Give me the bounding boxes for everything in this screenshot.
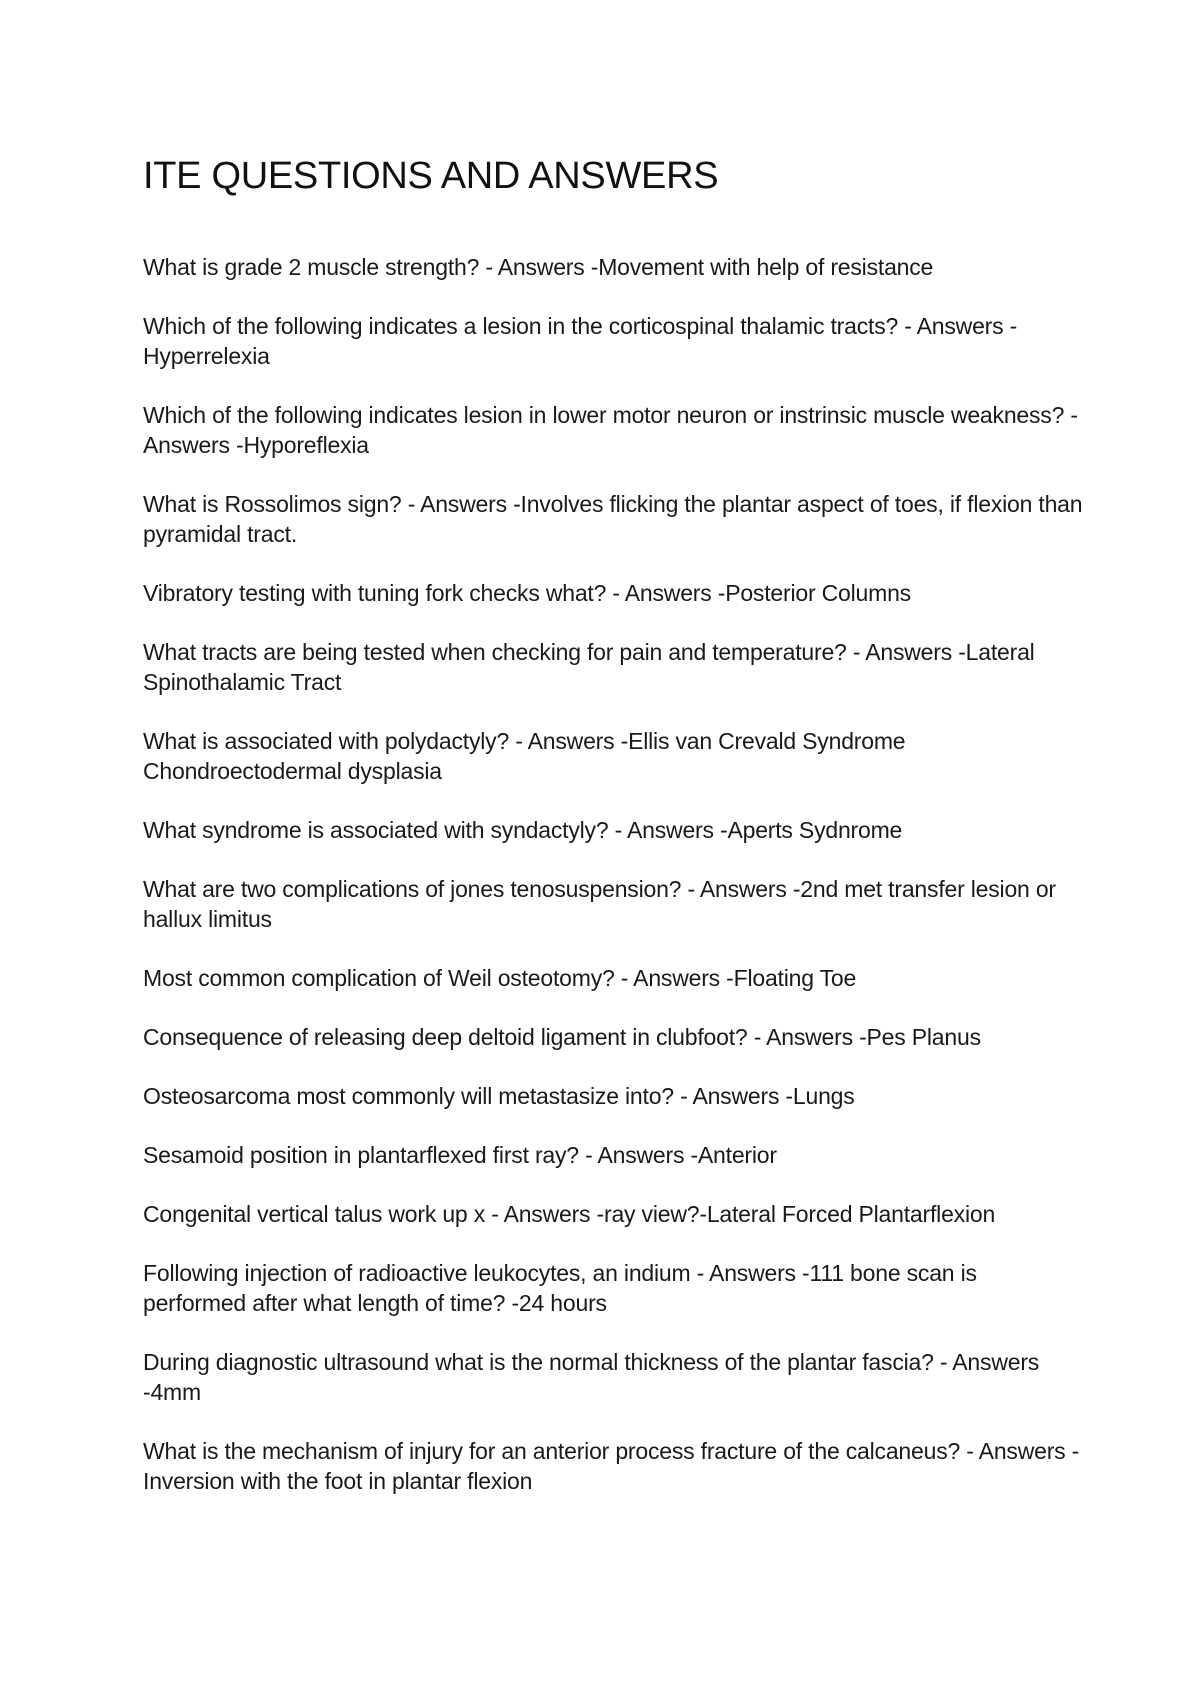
document-page bbox=[143, 152, 1083, 1525]
document-title: ITE QUESTIONS AND ANSWERS bbox=[143, 155, 719, 197]
qa-item: Sesamoid position in plantarflexed first ray? - Answers -Anterior bbox=[143, 1142, 777, 1168]
qa-item: What is grade 2 muscle strength? - Answers -Movement with help of resistance bbox=[143, 254, 934, 280]
qa-item: Most common complication of Weil osteotomy? - Answers -Floating Toe bbox=[143, 965, 857, 991]
qa-item: Osteosarcoma most commonly will metastasize into? - Answers -Lungs bbox=[143, 1083, 855, 1109]
qa-item: What syndrome is associated with syndactyly? - Answers -Aperts Sydnrome bbox=[143, 817, 903, 843]
qa-list bbox=[143, 252, 1083, 1496]
qa-item: Which of the following indicates lesion in lower motor neuron or instrinsic muscle weakness? - Answers -Hyporeflexia bbox=[143, 402, 1078, 458]
qa-item: Congenital vertical talus work up x - Answers -ray view?-Lateral Forced Plantarflexion bbox=[143, 1201, 996, 1227]
qa-item: What tracts are being tested when checking for pain and temperature? - Answers -Lateral Spinothalamic Tract bbox=[143, 639, 1035, 695]
qa-item: What is associated with polydactyly? - Answers -Ellis van Crevald Syndrome Chondroectodermal dysplasia bbox=[143, 728, 906, 784]
qa-item: What is Rossolimos sign? - Answers -Involves flicking the plantar aspect of toes, if flexion than pyramidal tract. bbox=[143, 491, 1083, 547]
qa-item: Following injection of radioactive leukocytes, an indium - Answers -111 bone scan is performed after what length of time? -24 hours bbox=[143, 1260, 977, 1316]
qa-item: What is the mechanism of injury for an anterior process fracture of the calcaneus? - Answers -Inversion with the foot in plantar flexion bbox=[143, 1438, 1080, 1494]
qa-item: During diagnostic ultrasound what is the normal thickness of the plantar fascia? - Answers -4mm bbox=[143, 1349, 1040, 1405]
qa-item: Which of the following indicates a lesion in the corticospinal thalamic tracts? - Answers -Hyperrelexia bbox=[143, 313, 1018, 369]
qa-item: Consequence of releasing deep deltoid ligament in clubfoot? - Answers -Pes Planus bbox=[143, 1024, 981, 1050]
qa-item: Vibratory testing with tuning fork checks what? - Answers -Posterior Columns bbox=[143, 580, 911, 606]
qa-item: What are two complications of jones tenosuspension? - Answers -2nd met transfer lesion or hallux limitus bbox=[143, 876, 1056, 932]
